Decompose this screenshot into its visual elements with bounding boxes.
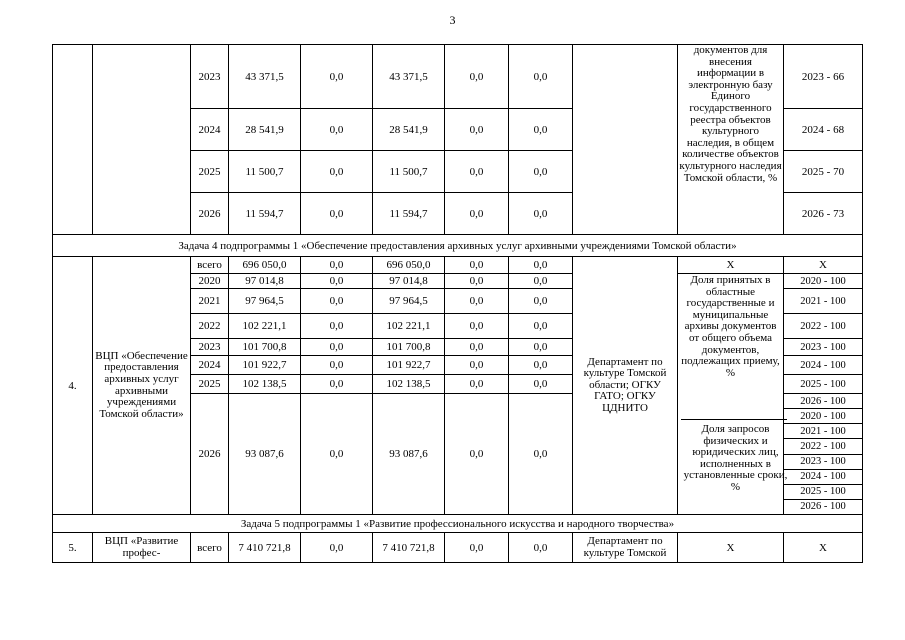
indicator-cell: Доля принятых в областные государственные и муниципальные архивы документов от общего объема документов, подлежащих приему, %	[678, 274, 784, 515]
total-cell: 101 922,7	[229, 356, 301, 375]
indicator-x-cell: X	[678, 533, 784, 563]
value-cell: 0,0	[445, 375, 509, 394]
task-heading-row	[53, 235, 863, 257]
value-cell: 102 138,5	[373, 375, 445, 394]
value-cell: 0,0	[445, 45, 509, 109]
task-heading-row	[53, 515, 863, 533]
item-number: 5.	[53, 533, 93, 563]
value-cell: 0,0	[509, 274, 573, 289]
target-cell: 2021 - 100	[784, 424, 862, 439]
total-cell: 102 221,1	[229, 314, 301, 339]
total-cell: 696 050,0	[229, 257, 301, 274]
value-cell: 0,0	[509, 356, 573, 375]
target-cell: 2022 - 100	[784, 314, 863, 339]
value-cell: 11 594,7	[373, 193, 445, 235]
value-cell: 0,0	[445, 314, 509, 339]
value-cell: 0,0	[445, 533, 509, 563]
target-cell: 2023 - 66	[784, 45, 863, 109]
year-cell: 2026	[191, 394, 229, 515]
value-cell: 7 410 721,8	[373, 533, 445, 563]
page-number: 3	[449, 13, 456, 27]
executor-cell: Департамент по культуре Томской области; ОГКУ ГАТО; ОГКУ ЦДНИТО	[573, 257, 678, 515]
total-cell: 93 087,6	[229, 394, 301, 515]
value-cell: 0,0	[509, 314, 573, 339]
value-cell: 0,0	[301, 257, 373, 274]
total-cell: 97 014,8	[229, 274, 301, 289]
year-cell: 2024	[191, 356, 229, 375]
value-cell: 0,0	[445, 356, 509, 375]
value-cell: 0,0	[509, 289, 573, 314]
value-cell: 0,0	[509, 193, 573, 235]
indicator-2-text: Доля запросов физических и юридических лиц, исполненных в установленные сроки, %	[683, 423, 788, 493]
target-cell: 2026 - 100	[784, 394, 862, 409]
indicator-cell: документов для внесения информации в электронную базу Единого государственного реестра объектов культурного наследия, в общем количестве объектов культурного наследия Томской области, %	[678, 45, 784, 235]
target-cell: 2023 - 100	[784, 339, 863, 356]
value-cell: 28 541,9	[373, 109, 445, 151]
value-cell: 0,0	[445, 151, 509, 193]
year-cell: 2021	[191, 289, 229, 314]
target-cell: 2021 - 100	[784, 289, 863, 314]
value-cell: 0,0	[301, 356, 373, 375]
value-cell: 101 700,8	[373, 339, 445, 356]
value-cell: 0,0	[445, 274, 509, 289]
year-cell: всего	[191, 257, 229, 274]
value-cell: 0,0	[301, 533, 373, 563]
value-cell: 0,0	[301, 193, 373, 235]
value-cell: 0,0	[301, 339, 373, 356]
value-cell: 97 964,5	[373, 289, 445, 314]
value-cell: 93 087,6	[373, 394, 445, 515]
year-cell: 2024	[191, 109, 229, 151]
empty-name-cell	[93, 45, 191, 235]
value-cell: 0,0	[445, 109, 509, 151]
empty-executor-cell	[573, 45, 678, 235]
total-cell: 7 410 721,8	[229, 533, 301, 563]
target-cell: 2025 - 100	[784, 375, 863, 394]
year-cell: 2020	[191, 274, 229, 289]
total-cell: 97 964,5	[229, 289, 301, 314]
value-cell: 0,0	[301, 375, 373, 394]
task-5-heading: Задача 5 подпрограммы 1 «Развитие профессионального искусства и народного творчества»	[53, 515, 863, 533]
value-cell: 101 922,7	[373, 356, 445, 375]
table-row	[53, 45, 863, 109]
target-cell: 2026 - 73	[784, 193, 863, 235]
value-cell: 0,0	[509, 375, 573, 394]
value-cell: 97 014,8	[373, 274, 445, 289]
year-cell: 2025	[191, 151, 229, 193]
value-cell: 0,0	[509, 109, 573, 151]
value-cell: 0,0	[445, 193, 509, 235]
year-cell: всего	[191, 533, 229, 563]
total-cell: 11 500,7	[229, 151, 301, 193]
year-cell: 2026	[191, 193, 229, 235]
year-cell: 2022	[191, 314, 229, 339]
target-cell: 2025 - 70	[784, 151, 863, 193]
value-cell: 0,0	[301, 394, 373, 515]
target-x-cell: X	[784, 257, 863, 274]
value-cell: 0,0	[301, 45, 373, 109]
target-cell: 2024 - 100	[784, 470, 862, 485]
target-cell: 2024 - 68	[784, 109, 863, 151]
target-cell: 2020 - 100	[784, 409, 862, 424]
value-cell: 0,0	[301, 314, 373, 339]
target-cell: 2023 - 100	[784, 455, 862, 470]
target-stack-cell	[784, 394, 863, 515]
target-cell: 2020 - 100	[784, 274, 863, 289]
program-name: ВЦП «Развитие профес-	[93, 533, 191, 563]
value-cell: 11 500,7	[373, 151, 445, 193]
total-cell: 102 138,5	[229, 375, 301, 394]
value-cell: 0,0	[509, 151, 573, 193]
total-cell: 43 371,5	[229, 45, 301, 109]
year-cell: 2023	[191, 339, 229, 356]
value-cell: 0,0	[509, 533, 573, 563]
indicator-x-cell: X	[678, 257, 784, 274]
value-cell: 696 050,0	[373, 257, 445, 274]
year-cell: 2023	[191, 45, 229, 109]
value-cell: 0,0	[445, 289, 509, 314]
task-4-heading: Задача 4 подпрограммы 1 «Обеспечение предоставления архивных услуг архивными учреждениями Томской области»	[53, 235, 863, 257]
value-cell: 102 221,1	[373, 314, 445, 339]
total-cell: 11 594,7	[229, 193, 301, 235]
value-cell: 0,0	[301, 109, 373, 151]
item-number: 4.	[53, 257, 93, 515]
value-cell: 0,0	[301, 151, 373, 193]
table-row	[53, 533, 863, 563]
value-cell: 0,0	[445, 257, 509, 274]
value-cell: 0,0	[301, 274, 373, 289]
value-cell: 0,0	[445, 339, 509, 356]
year-cell: 2025	[191, 375, 229, 394]
program-name: ВЦП «Обеспечение предоставления архивных услуг архивными учреждениями Томской области»	[93, 257, 191, 515]
target-x-cell: X	[784, 533, 863, 563]
value-cell: 0,0	[509, 257, 573, 274]
target-cell: 2022 - 100	[784, 439, 862, 454]
value-cell: 0,0	[509, 45, 573, 109]
total-cell: 28 541,9	[229, 109, 301, 151]
value-cell: 0,0	[509, 339, 573, 356]
value-cell: 0,0	[509, 394, 573, 515]
table-row	[53, 257, 863, 274]
executor-cell: Департамент по культуре Томской	[573, 533, 678, 563]
target-stack	[784, 394, 862, 514]
total-cell: 101 700,8	[229, 339, 301, 356]
target-cell: 2026 - 100	[800, 501, 846, 513]
target-cell: 2025 - 100	[784, 485, 862, 500]
target-cell: 2024 - 100	[784, 356, 863, 375]
indicator-divider	[681, 419, 787, 420]
value-cell: 0,0	[301, 289, 373, 314]
value-cell: 0,0	[445, 394, 509, 515]
empty-number-cell	[53, 45, 93, 235]
value-cell: 43 371,5	[373, 45, 445, 109]
